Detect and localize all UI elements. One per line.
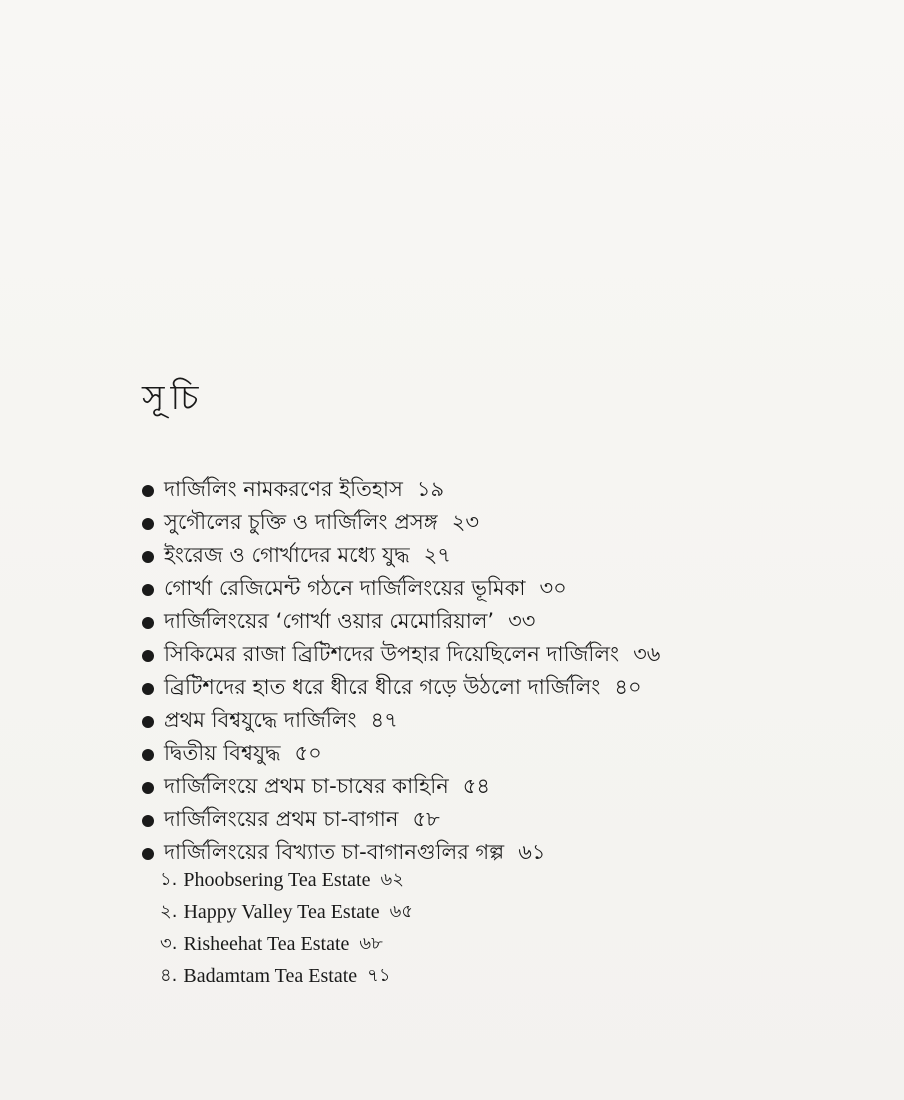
- bullet-icon: [142, 815, 154, 827]
- toc-item-page: ৫৪: [462, 774, 491, 798]
- toc-item-page: ৫০: [294, 741, 322, 765]
- subsection-number: ১.: [160, 868, 178, 890]
- bullet-icon: [142, 617, 154, 629]
- toc-item: [142, 672, 822, 705]
- bullet-icon: [142, 848, 154, 860]
- toc-item-title: দার্জিলিংয়ের প্রথম চা-বাগান: [164, 807, 399, 831]
- page-title: সূচি: [142, 378, 205, 418]
- bullet-icon: [142, 683, 154, 695]
- toc-item-title: দার্জিলিংয়ে প্রথম চা-চাষের কাহিনি: [164, 774, 449, 798]
- bullet-icon: [142, 749, 154, 761]
- toc-item: [142, 705, 822, 738]
- toc-item-title: সুগৌলের চুক্তি ও দার্জিলিং প্রসঙ্গ: [164, 510, 438, 534]
- toc-item: [142, 474, 822, 507]
- tea-estate-subsections: [160, 864, 760, 992]
- toc-item: [142, 738, 822, 771]
- toc-item: [142, 573, 822, 606]
- subsection-item: [160, 928, 760, 960]
- subsection-title: Badamtam Tea Estate: [183, 964, 358, 987]
- toc-item-page: ৬১: [518, 840, 546, 864]
- bullet-icon: [142, 716, 154, 728]
- bullet-icon: [142, 518, 154, 530]
- toc-item-page: ৩৩: [508, 609, 536, 633]
- subsection-number: ২.: [160, 900, 178, 922]
- subsection-item: [160, 896, 760, 928]
- toc-item: [142, 639, 822, 672]
- toc-item: [142, 606, 822, 639]
- toc-item-title: দ্বিতীয় বিশ্বযুদ্ধ: [164, 741, 281, 765]
- bullet-icon: [142, 485, 154, 497]
- toc-item-title: ব্রিটিশদের হাত ধরে ধীরে ধীরে গড়ে উঠলো দার্জিলিং: [164, 675, 601, 699]
- toc-item-page: ২৭: [423, 543, 451, 567]
- toc-item-page: ৩৬: [633, 642, 661, 666]
- toc-item-title: প্রথম বিশ্বযুদ্ধে দার্জিলিং: [164, 708, 357, 732]
- table-of-contents: [142, 474, 822, 870]
- toc-item: [142, 540, 822, 573]
- subsection-title: Happy Valley Tea Estate: [183, 900, 380, 923]
- toc-item-page: ১৯: [416, 477, 445, 501]
- toc-item-title: গোর্খা রেজিমেন্ট গঠনে দার্জিলিংয়ের ভূমিকা: [164, 576, 526, 600]
- toc-item-page: ৪০: [614, 675, 642, 699]
- toc-item-page: ৩০: [539, 576, 567, 600]
- toc-item: [142, 507, 822, 540]
- subsection-title: Phoobsering Tea Estate: [183, 868, 371, 891]
- subsection-title: Risheehat Tea Estate: [183, 932, 350, 955]
- subsection-page: ৬৮: [359, 932, 383, 954]
- toc-item-title: দার্জিলিংয়ের ‘গোর্খা ওয়ার মেমোরিয়াল’: [164, 609, 495, 633]
- subsection-page: ৭১: [367, 964, 391, 986]
- toc-item-title: ইংরেজ ও গোর্খাদের মধ্যে যুদ্ধ: [164, 543, 410, 567]
- toc-item-title: দার্জিলিং নামকরণের ইতিহাস: [164, 477, 403, 501]
- bullet-icon: [142, 551, 154, 563]
- subsection-item: [160, 960, 760, 992]
- subsection-page: ৬৫: [389, 900, 413, 922]
- bullet-icon: [142, 650, 154, 662]
- bullet-icon: [142, 782, 154, 794]
- subsection-number: ৪.: [160, 964, 178, 986]
- toc-item-title: সিকিমের রাজা ব্রিটিশদের উপহার দিয়েছিলেন দার্জিলিং: [164, 642, 620, 666]
- subsection-item: [160, 864, 760, 896]
- toc-item-page: ২৩: [451, 510, 480, 534]
- subsection-page: ৬২: [380, 868, 404, 890]
- bullet-icon: [142, 584, 154, 596]
- toc-item-title: দার্জিলিংয়ের বিখ্যাত চা-বাগানগুলির গল্প: [164, 840, 505, 864]
- subsection-number: ৩.: [160, 932, 178, 954]
- toc-item: [142, 771, 822, 804]
- toc-item-page: ৪৭: [370, 708, 398, 732]
- toc-item-page: ৫৮: [412, 807, 440, 831]
- toc-item: [142, 804, 822, 837]
